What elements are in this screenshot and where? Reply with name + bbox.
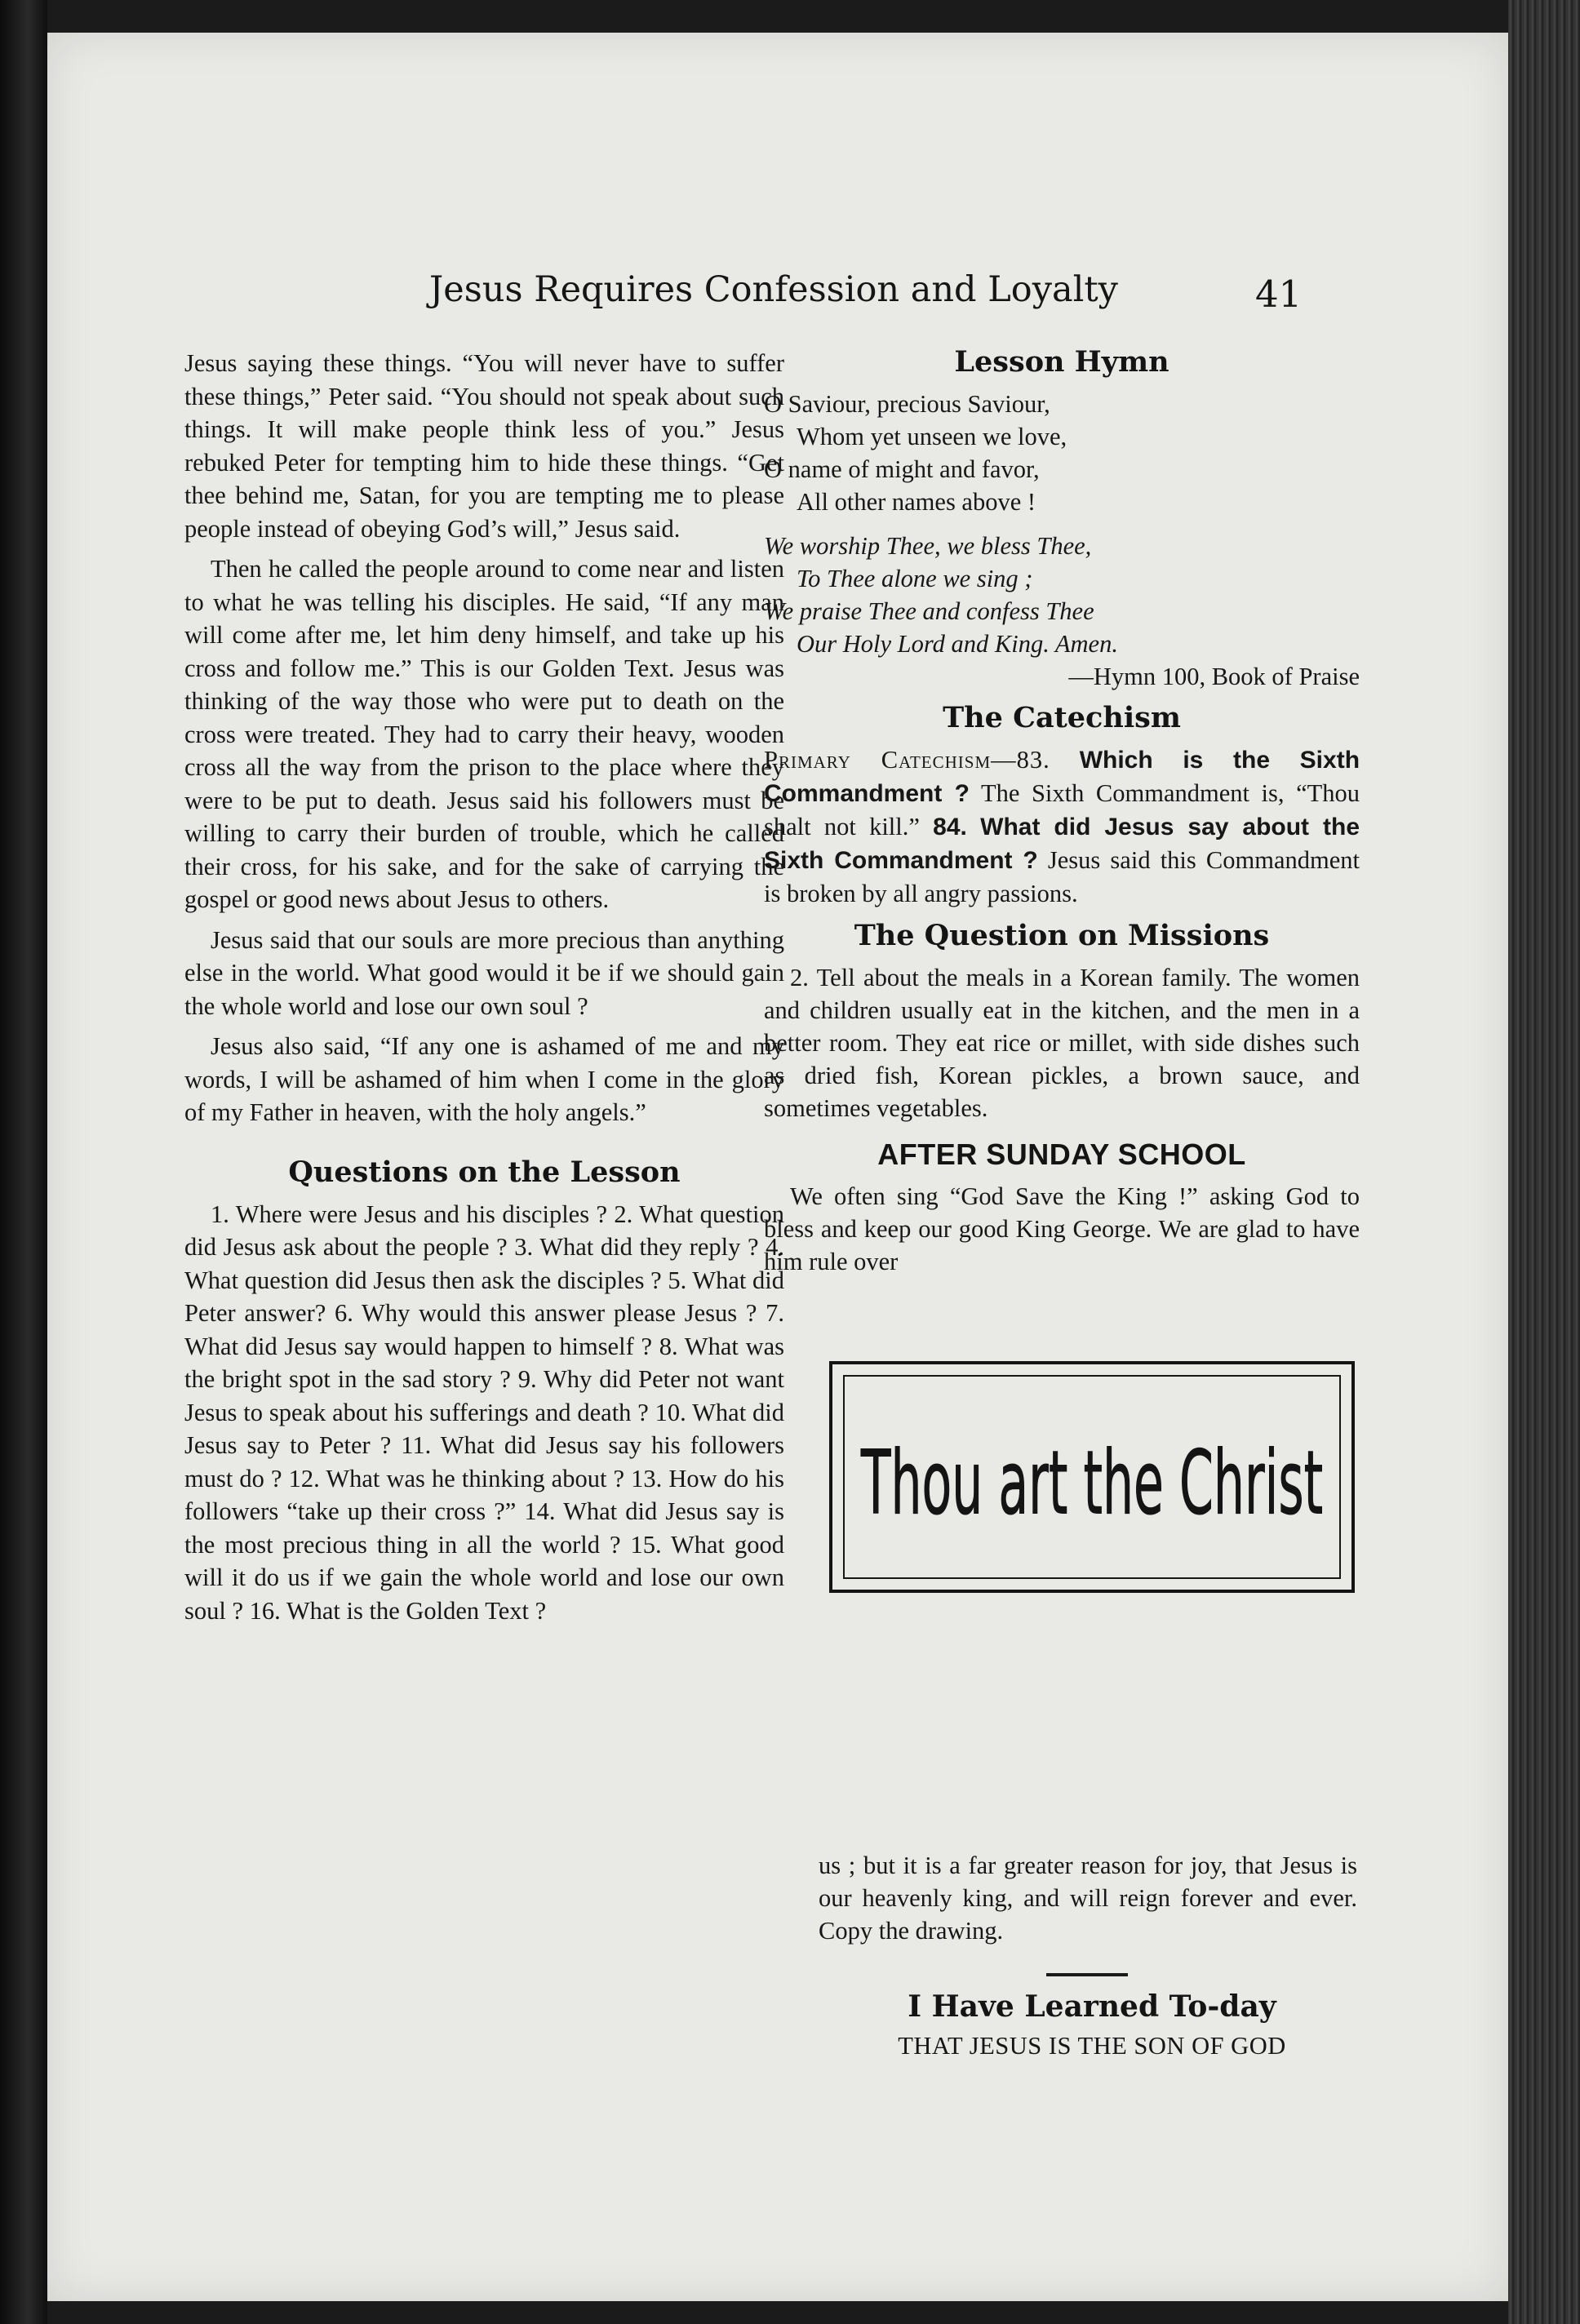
hymn-line: Our Holy Lord and King. Amen. [797, 630, 1118, 658]
learned-today-heading: I Have Learned To-day [908, 1989, 1276, 2024]
drawing-inner-frame [843, 1375, 1341, 1579]
hymn-line: O Saviour, precious Saviour, [764, 390, 1050, 418]
hymn-verse-1 [764, 388, 1360, 518]
catechism-heading: The Catechism [943, 701, 1181, 734]
paragraph: Jesus also said, “If any one is ashamed of me and my words, I will be ashamed of him when I come in the glory of my Father in heaven, with the holy angels.” [184, 1032, 784, 1126]
catechism-answer-83: The Sixth Commandment is, “Thou shalt not kill.” [764, 779, 1360, 840]
book-binding-shadow [0, 0, 47, 2324]
hymn-line: All other names above ! [797, 488, 1036, 516]
hymn-line: Whom yet unseen we love, [797, 423, 1067, 450]
hymn-line: To Thee alone we sing ; [797, 565, 1033, 592]
divider-rule [1046, 1973, 1128, 1976]
missions-heading: The Question on Missions [854, 919, 1270, 952]
catechism-answer-84: Jesus said this Commandment is broken by all angry passions. [764, 846, 1360, 907]
missions-text: 2. Tell about the meals in a Korean family. The women and children usually eat in the kitchen, and the men in a better room. They eat rice or millet, with side dishes such as dried fish, Korean pickles, a brown sauce, and sometimes vegetables. [764, 964, 1360, 1122]
page-number: 41 [1255, 273, 1303, 316]
hymn-attribution: —Hymn 100, Book of Praise [1068, 663, 1360, 690]
catechism-text [764, 743, 1360, 910]
drawing-frame [829, 1361, 1355, 1593]
hymn-line: We praise Thee and confess Thee [764, 597, 1094, 625]
after-sunday-school-text: We often sing “God Save the King !” asking God to bless and keep our good King George. We are glad to have him rule over [764, 1182, 1360, 1275]
paragraph: Jesus saying these things. “You will never have to suffer these things,” Peter said. “You should not speak about such things. It will make people think less of you.” Jesus rebuked Peter for tempting him to hide these things. “Get thee behind me, Satan, for you are tempting me to please people instead of obeying God’s will,” Jesus said. [184, 349, 784, 543]
catechism-question-83: Which is the Sixth Commandment ? [764, 747, 1360, 807]
hymn-heading: Lesson Hymn [954, 345, 1169, 379]
book-page [47, 33, 1508, 2301]
after-sunday-school-heading: AFTER SUNDAY SCHOOL [877, 1138, 1246, 1171]
catechism-number-84: 84. [933, 814, 967, 840]
hymn-line: O name of might and favor, [764, 455, 1040, 483]
hymn-line: We worship Thee, we bless Thee, [764, 532, 1092, 560]
paragraph: Jesus said that our souls are more precious than anything else in the world. What good would it be if we should gain the whole world and lose our own soul ? [184, 925, 784, 1020]
questions-heading: Questions on the Lesson [288, 1155, 681, 1189]
paragraph: Then he called the people around to come near and listen to what he was telling his disciples. He said, “If any man will come after me, let him deny himself, and take up his cross and follow me.” This is our Golden Text. Jesus was thinking of the way those who were put to death on the cross were treated. They had to carry their heavy, wooden cross all the way from the prison to the place where they were to be put to death. Jesus said his followers must be willing to carry their burden of trouble, which he called their cross, for his sake, and for the sake of carrying the gospel or good news about Jesus to others. [184, 555, 784, 913]
catechism-question-84: What did Jesus say about the Sixth Commandment ? [764, 814, 1360, 874]
drawing-text: Thou art the Christ [860, 1430, 1324, 1535]
learned-today-text: THAT JESUS IS THE SON OF GOD [898, 2032, 1286, 2060]
catechism-label: Primary Catechism—83. [764, 746, 1050, 774]
page-header [47, 269, 1508, 326]
after-sunday-school-continued: us ; but it is a far greater reason for joy, that Jesus is our heavenly king, and will reign forever and ever. Copy the drawing. [819, 1852, 1357, 1945]
right-column [764, 347, 1360, 1285]
left-column [184, 347, 784, 1634]
questions-text: 1. Where were Jesus and his disciples ? 2. What question did Jesus ask about the people ? 3. What did they reply ? 4. What question did Jesus then ask the disciples ? 5. What did Peter answer? 6. Why would this answer please Jesus ? 7. What did Jesus say would happen to himself ? 8. What was the bright spot in the sad story ? 9. Why did Peter not want Jesus to speak about his sufferings and death ? 10. What did Jesus say to Peter ? 11. What did Jesus say his followers must do ? 12. What was he thinking about ? 13. How do his followers “take up their cross ?” 14. What did Jesus say is the most precious thing in all the world ? 15. What good will it do us if we gain the whole world and lose our own soul ? 16. What is the Golden Text ? [184, 1200, 784, 1625]
hymn-verse-2 [764, 530, 1360, 660]
running-title: Jesus Requires Confession and Loyalty [429, 269, 1118, 310]
page-edges [1508, 0, 1580, 2324]
drawing-lettering [845, 1377, 1339, 1577]
